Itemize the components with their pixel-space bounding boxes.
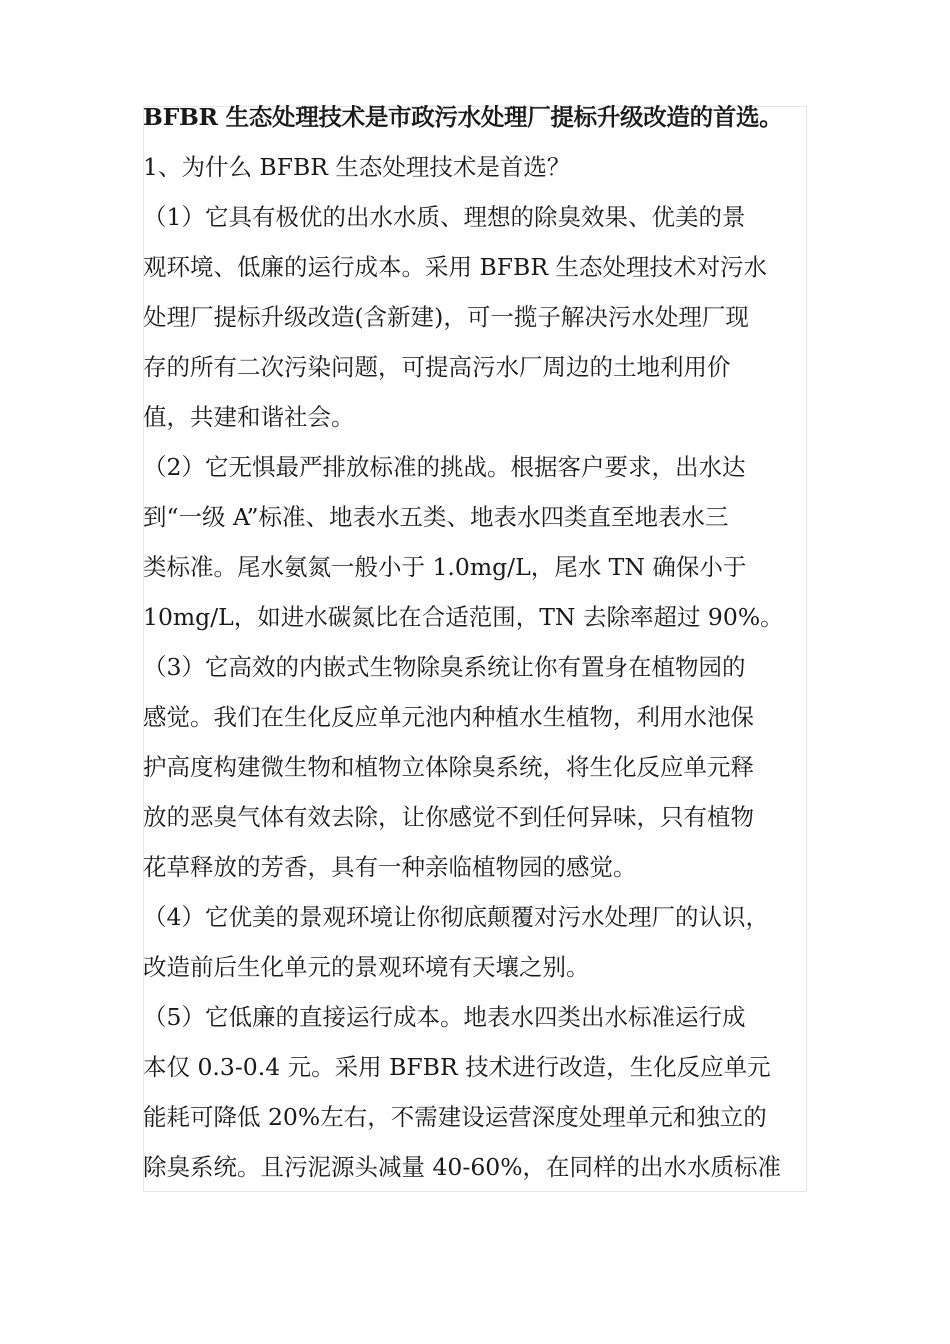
text-line: 改造前后生化单元的景观环境有天壤之别。 — [143, 953, 590, 981]
text-line: 值，共建和谐社会。 — [143, 403, 355, 431]
text-line: （1）它具有极优的出水水质、理想的除臭效果、优美的景 — [143, 203, 746, 231]
text-line: 到“一级 A”标准、地表水五类、地表水四类直至地表水三 — [143, 503, 729, 531]
text-line: （4）它优美的景观环境让你彻底颠覆对污水处理厂的认识， — [143, 903, 769, 931]
text-line: 1、为什么 BFBR 生态处理技术是首选？ — [143, 153, 571, 181]
text-line: 观环境、低廉的运行成本。采用 BFBR 生态处理技术对污水 — [143, 253, 767, 281]
text-line: 存的所有二次污染问题，可提高污水厂周边的土地利用价 — [143, 353, 731, 381]
text-line: （3）它高效的内嵌式生物除臭系统让你有置身在植物园的 — [143, 653, 746, 681]
text-line: 护高度构建微生物和植物立体除臭系统，将生化反应单元释 — [143, 753, 754, 781]
text-line: 本仅 0.3-0.4 元。采用 BFBR 技术进行改造，生化反应单元 — [143, 1053, 771, 1081]
text-line: 处理厂提标升级改造(含新建)，可一揽子解决污水处理厂现 — [143, 303, 749, 331]
text-line: 放的恶臭气体有效去除，让你感觉不到任何异味，只有植物 — [143, 803, 754, 831]
text-line: 花草释放的芳香，具有一种亲临植物园的感觉。 — [143, 853, 637, 881]
text-line: 10mg/L，如进水碳氮比在合适范围，TN 去除率超过 90%。 — [143, 603, 784, 631]
text-line: （5）它低廉的直接运行成本。地表水四类出水标准运行成 — [143, 1003, 746, 1031]
text-line: 类标准。尾水氨氮一般小于 1.0mg/L，尾水 TN 确保小于 — [143, 553, 747, 581]
text-line: 除臭系统。且污泥源头减量 40-60%，在同样的出水水质标准 — [143, 1153, 782, 1181]
text-line: 能耗可降低 20%左右，不需建设运营深度处理单元和独立的 — [143, 1103, 767, 1131]
document-title: BFBR 生态处理技术是市政污水处理厂提标升级改造的首选。 — [143, 103, 783, 131]
text-line: （2）它无惧最严排放标准的挑战。根据客户要求，出水达 — [143, 453, 746, 481]
document-body — [143, 92, 807, 1192]
text-line: 感觉。我们在生化反应单元池内种植水生植物，利用水池保 — [143, 703, 754, 731]
